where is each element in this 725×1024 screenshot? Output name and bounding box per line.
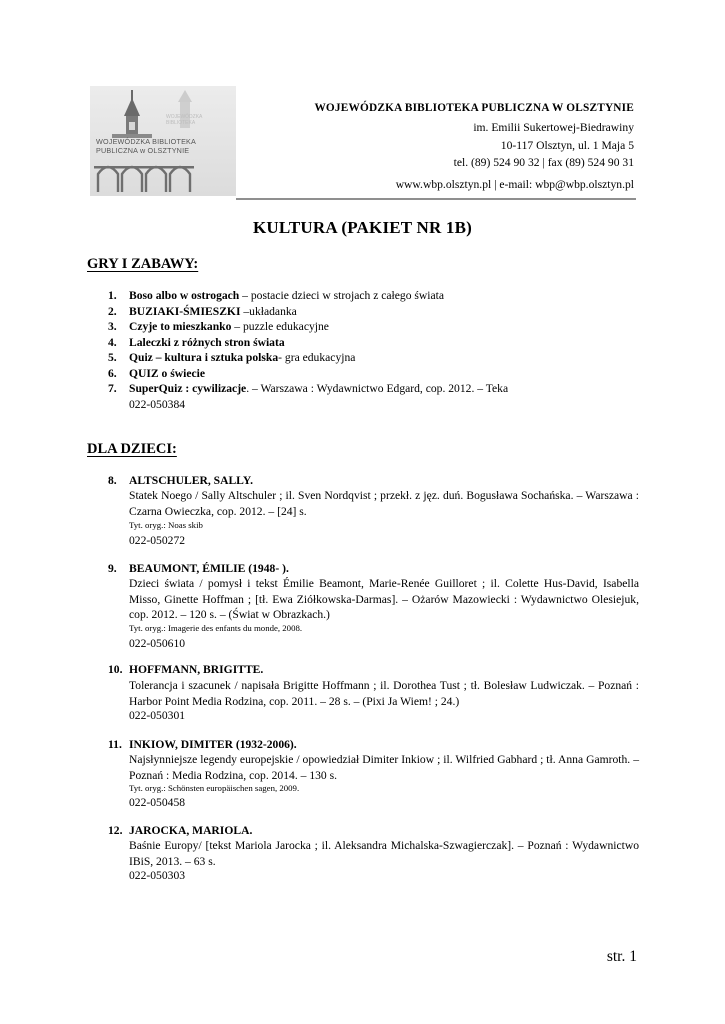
item-description: – puzzle edukacyjne (231, 320, 329, 333)
entry-description: Baśnie Europy/ [tekst Mariola Jarocka ; il. Aleksandra Michalska-Szwagierczak]. – Poznań : Wydawnictwo IBiS, 2013. – 63 s. (129, 839, 639, 868)
item-text (129, 289, 444, 302)
institution-web-email: www.wbp.olsztyn.pl | e-mail: wbp@wbp.olsztyn.pl (395, 178, 634, 191)
entry-author: INKIOW, DIMITER (1932-2006). (129, 738, 297, 751)
item-text (129, 320, 329, 333)
item-catalog-code: 022-050384 (129, 398, 186, 411)
item-title: Czyje to mieszkanko (129, 320, 232, 333)
item-number: 5. (108, 351, 117, 364)
item-number: 4. (108, 336, 117, 349)
library-logo (90, 86, 236, 196)
item-number: 2. (108, 305, 117, 318)
games-section-heading: GRY I ZABAWY: (87, 256, 199, 272)
logo-caption-line: WOJEWÓDZKA BIBLIOTEKA (96, 137, 197, 146)
item-title: QUIZ o świecie (129, 367, 205, 380)
entry-number: 11. (108, 738, 122, 751)
entry-original-title: Tyt. oryg.: Noas skib (129, 520, 203, 530)
entry-author: ALTSCHULER, SALLY. (129, 474, 254, 487)
item-text (129, 382, 508, 395)
entry-author: JAROCKA, MARIOLA. (129, 824, 253, 837)
logo-caption-line: PUBLICZNA w OLSZTYNIE (96, 145, 190, 155)
entry-catalog-code: 022-050301 (129, 709, 186, 722)
item-description: - gra edukacyjna (278, 351, 356, 364)
item-number: 3. (108, 320, 117, 333)
kids-section-heading: DLA DZIECI: (87, 441, 177, 457)
document-title: KULTURA (PAKIET NR 1B) (253, 218, 472, 237)
entry-number: 8. (108, 474, 117, 487)
item-text (129, 305, 297, 318)
item-number: 1. (108, 289, 117, 302)
item-title: BUZIAKI-ŚMIESZKI (129, 305, 241, 318)
entry-number: 9. (108, 562, 117, 575)
entry-original-title: Tyt. oryg.: Schönsten europäischen sagen, 2009. (129, 783, 300, 793)
svg-text:WOJEWÓDZKA: WOJEWÓDZKA (166, 114, 203, 120)
entry-original-title: Tyt. oryg.: Imagerie des enfants du monde, 2008. (129, 623, 303, 633)
item-text (129, 351, 355, 364)
item-title: Boso albo w ostrogach (129, 289, 240, 302)
item-description: – postacie dzieci w strojach z całego świata (239, 289, 445, 302)
entry-description: Statek Noego / Sally Altschuler ; il. Sven Nordqvist ; przekł. z jęz. duń. Bogusława Sochańska. – Warszawa : Czarna Owieczka, cop. 2012. – [24] s. (129, 489, 639, 518)
entry-catalog-code: 022-050610 (129, 637, 186, 650)
institution-address: 10-117 Olsztyn, ul. 1 Maja 5 (500, 139, 634, 152)
institution-patron: im. Emilii Sukertowej-Biedrawiny (473, 121, 634, 134)
entry-catalog-code: 022-050458 (129, 796, 186, 809)
institution-name: WOJEWÓDZKA BIBLIOTEKA PUBLICZNA W OLSZTYNIE (314, 102, 634, 114)
entry-number: 12. (108, 824, 123, 837)
item-number: 7. (108, 382, 117, 395)
header-divider (236, 198, 636, 200)
institution-phone: tel. (89) 524 90 32 | fax (89) 524 90 31 (453, 156, 634, 169)
item-description: –układanka (240, 305, 297, 318)
entry-author: HOFFMANN, BRIGITTE. (129, 663, 264, 676)
entry-description: Dzieci świata / pomysł i tekst Émilie Beamont, Marie-Renée Guilloret ; il. Colette Hus-David, Isabella Misso, Ginette Hoffman ; [tł. Ewa Ziółkowska-Darmas]. – Ożarów Mazowiecki : Wydawnictwo Olesiejuk, cop. 2012. – 120 s. – (Świat w Obrazkach.) (129, 577, 639, 621)
entry-description: Tolerancja i szacunek / napisała Brigitte Hoffmann ; il. Dorothea Tust ; tł. Bolesław Ludwiczak. – Poznań : Harbor Point Media Rodzina, cop. 2011. – 28 s. – (Pixi Ja Wiem! ; 24.) (129, 679, 639, 708)
item-text (129, 336, 285, 349)
entry-catalog-code: 022-050303 (129, 869, 186, 882)
entry-description: Najsłynniejsze legendy europejskie / opowiedział Dimiter Inkiow ; il. Wilfried Gabhard ; tł. Anna Gamroth. – Poznań : Media Rodzina, cop. 2014. – 130 s. (129, 753, 639, 782)
entry-number: 10. (108, 663, 123, 676)
entry-author: BEAUMONT, ÉMILIE (1948- ). (129, 562, 289, 575)
item-text (129, 367, 205, 380)
item-number: 6. (108, 367, 117, 380)
item-title: SuperQuiz : cywilizacje (129, 382, 247, 395)
entry-catalog-code: 022-050272 (129, 534, 186, 547)
item-title: Quiz – kultura i sztuka polska (129, 351, 279, 364)
logo-caption (96, 138, 196, 155)
page-number: str. 1 (606, 948, 637, 965)
svg-text:BIBLIOTEKA: BIBLIOTEKA (166, 120, 196, 126)
item-description: . – Warszawa : Wydawnictwo Edgard, cop. 2012. – Teka (246, 382, 509, 395)
item-title: Laleczki z różnych stron świata (129, 336, 285, 349)
